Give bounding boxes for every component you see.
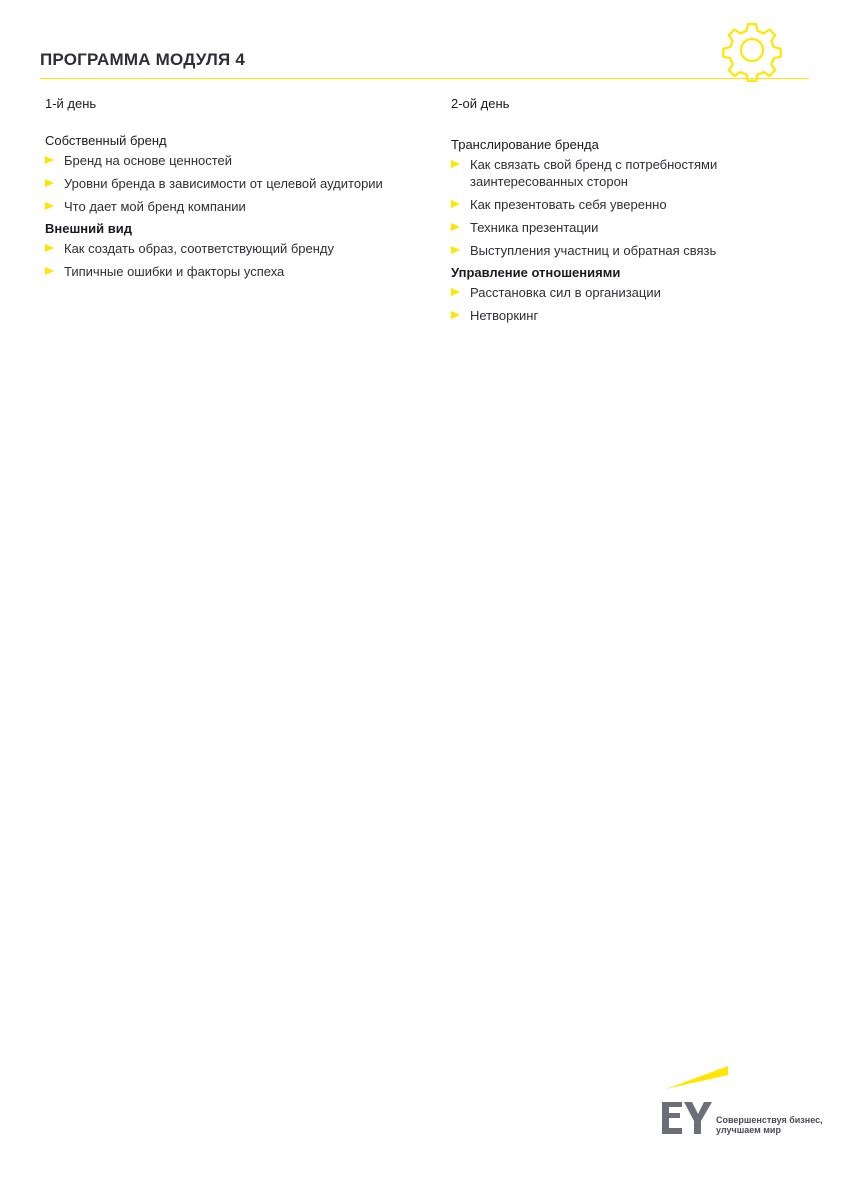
bullet-list: [451, 156, 831, 259]
day2-column: [451, 96, 831, 330]
list-item: [451, 242, 831, 259]
section-title: Управление отношениями: [451, 265, 621, 280]
day1-label: 1-й день: [45, 96, 97, 111]
triangle-bullet-icon: [45, 179, 54, 187]
logo-tagline: Совершенствуя бизнес, улучшаем мир: [716, 1115, 823, 1135]
list-item-text: Как создать образ, соответствующий бренду: [64, 241, 335, 256]
triangle-bullet-icon: [45, 267, 54, 275]
triangle-bullet-icon: [451, 160, 460, 168]
triangle-bullet-icon: [451, 311, 460, 319]
triangle-bullet-icon: [45, 244, 54, 252]
page-title: ПРОГРАММА МОДУЛЯ 4: [40, 50, 245, 69]
ey-logo: [660, 1062, 830, 1142]
list-item: [45, 152, 425, 169]
list-item-text: Техника презентации: [470, 220, 599, 235]
triangle-bullet-icon: [45, 156, 54, 164]
list-item: [451, 156, 831, 190]
bullet-list: [45, 152, 425, 215]
list-item: [45, 240, 425, 257]
title-divider: [40, 78, 809, 79]
bullet-list: [451, 284, 831, 324]
day1-column: [45, 96, 425, 286]
list-item-text: Как связать свой бренд с потребностями заинтересованных сторон: [470, 157, 718, 189]
list-item: [451, 284, 831, 301]
list-item-text: Бренд на основе ценностей: [64, 153, 233, 168]
list-item-text: Нетворкинг: [470, 308, 539, 323]
list-item-text: Типичные ошибки и факторы успеха: [64, 264, 285, 279]
triangle-bullet-icon: [45, 202, 54, 210]
triangle-bullet-icon: [451, 200, 460, 208]
triangle-bullet-icon: [451, 223, 460, 231]
section-title: Транслирование бренда: [451, 137, 599, 152]
triangle-bullet-icon: [451, 246, 460, 254]
list-item-text: Что дает мой бренд компании: [64, 199, 246, 214]
list-item: [451, 219, 831, 236]
bullet-list: [45, 240, 425, 280]
list-item: [451, 307, 831, 324]
section-title: Собственный бренд: [45, 133, 167, 148]
list-item: [45, 263, 425, 280]
list-item-text: Расстановка сил в организации: [470, 285, 661, 300]
gear-icon: [720, 18, 784, 82]
list-item-text: Уровни бренда в зависимости от целевой аудитории: [64, 176, 383, 191]
list-item: [45, 198, 425, 215]
list-item: [451, 196, 831, 213]
section-title: Внешний вид: [45, 221, 132, 236]
list-item-text: Как презентовать себя уверенно: [470, 197, 667, 212]
list-item: [45, 175, 425, 192]
day2-label: 2-ой день: [451, 96, 510, 111]
triangle-bullet-icon: [451, 288, 460, 296]
list-item-text: Выступления участниц и обратная связь: [470, 243, 717, 258]
